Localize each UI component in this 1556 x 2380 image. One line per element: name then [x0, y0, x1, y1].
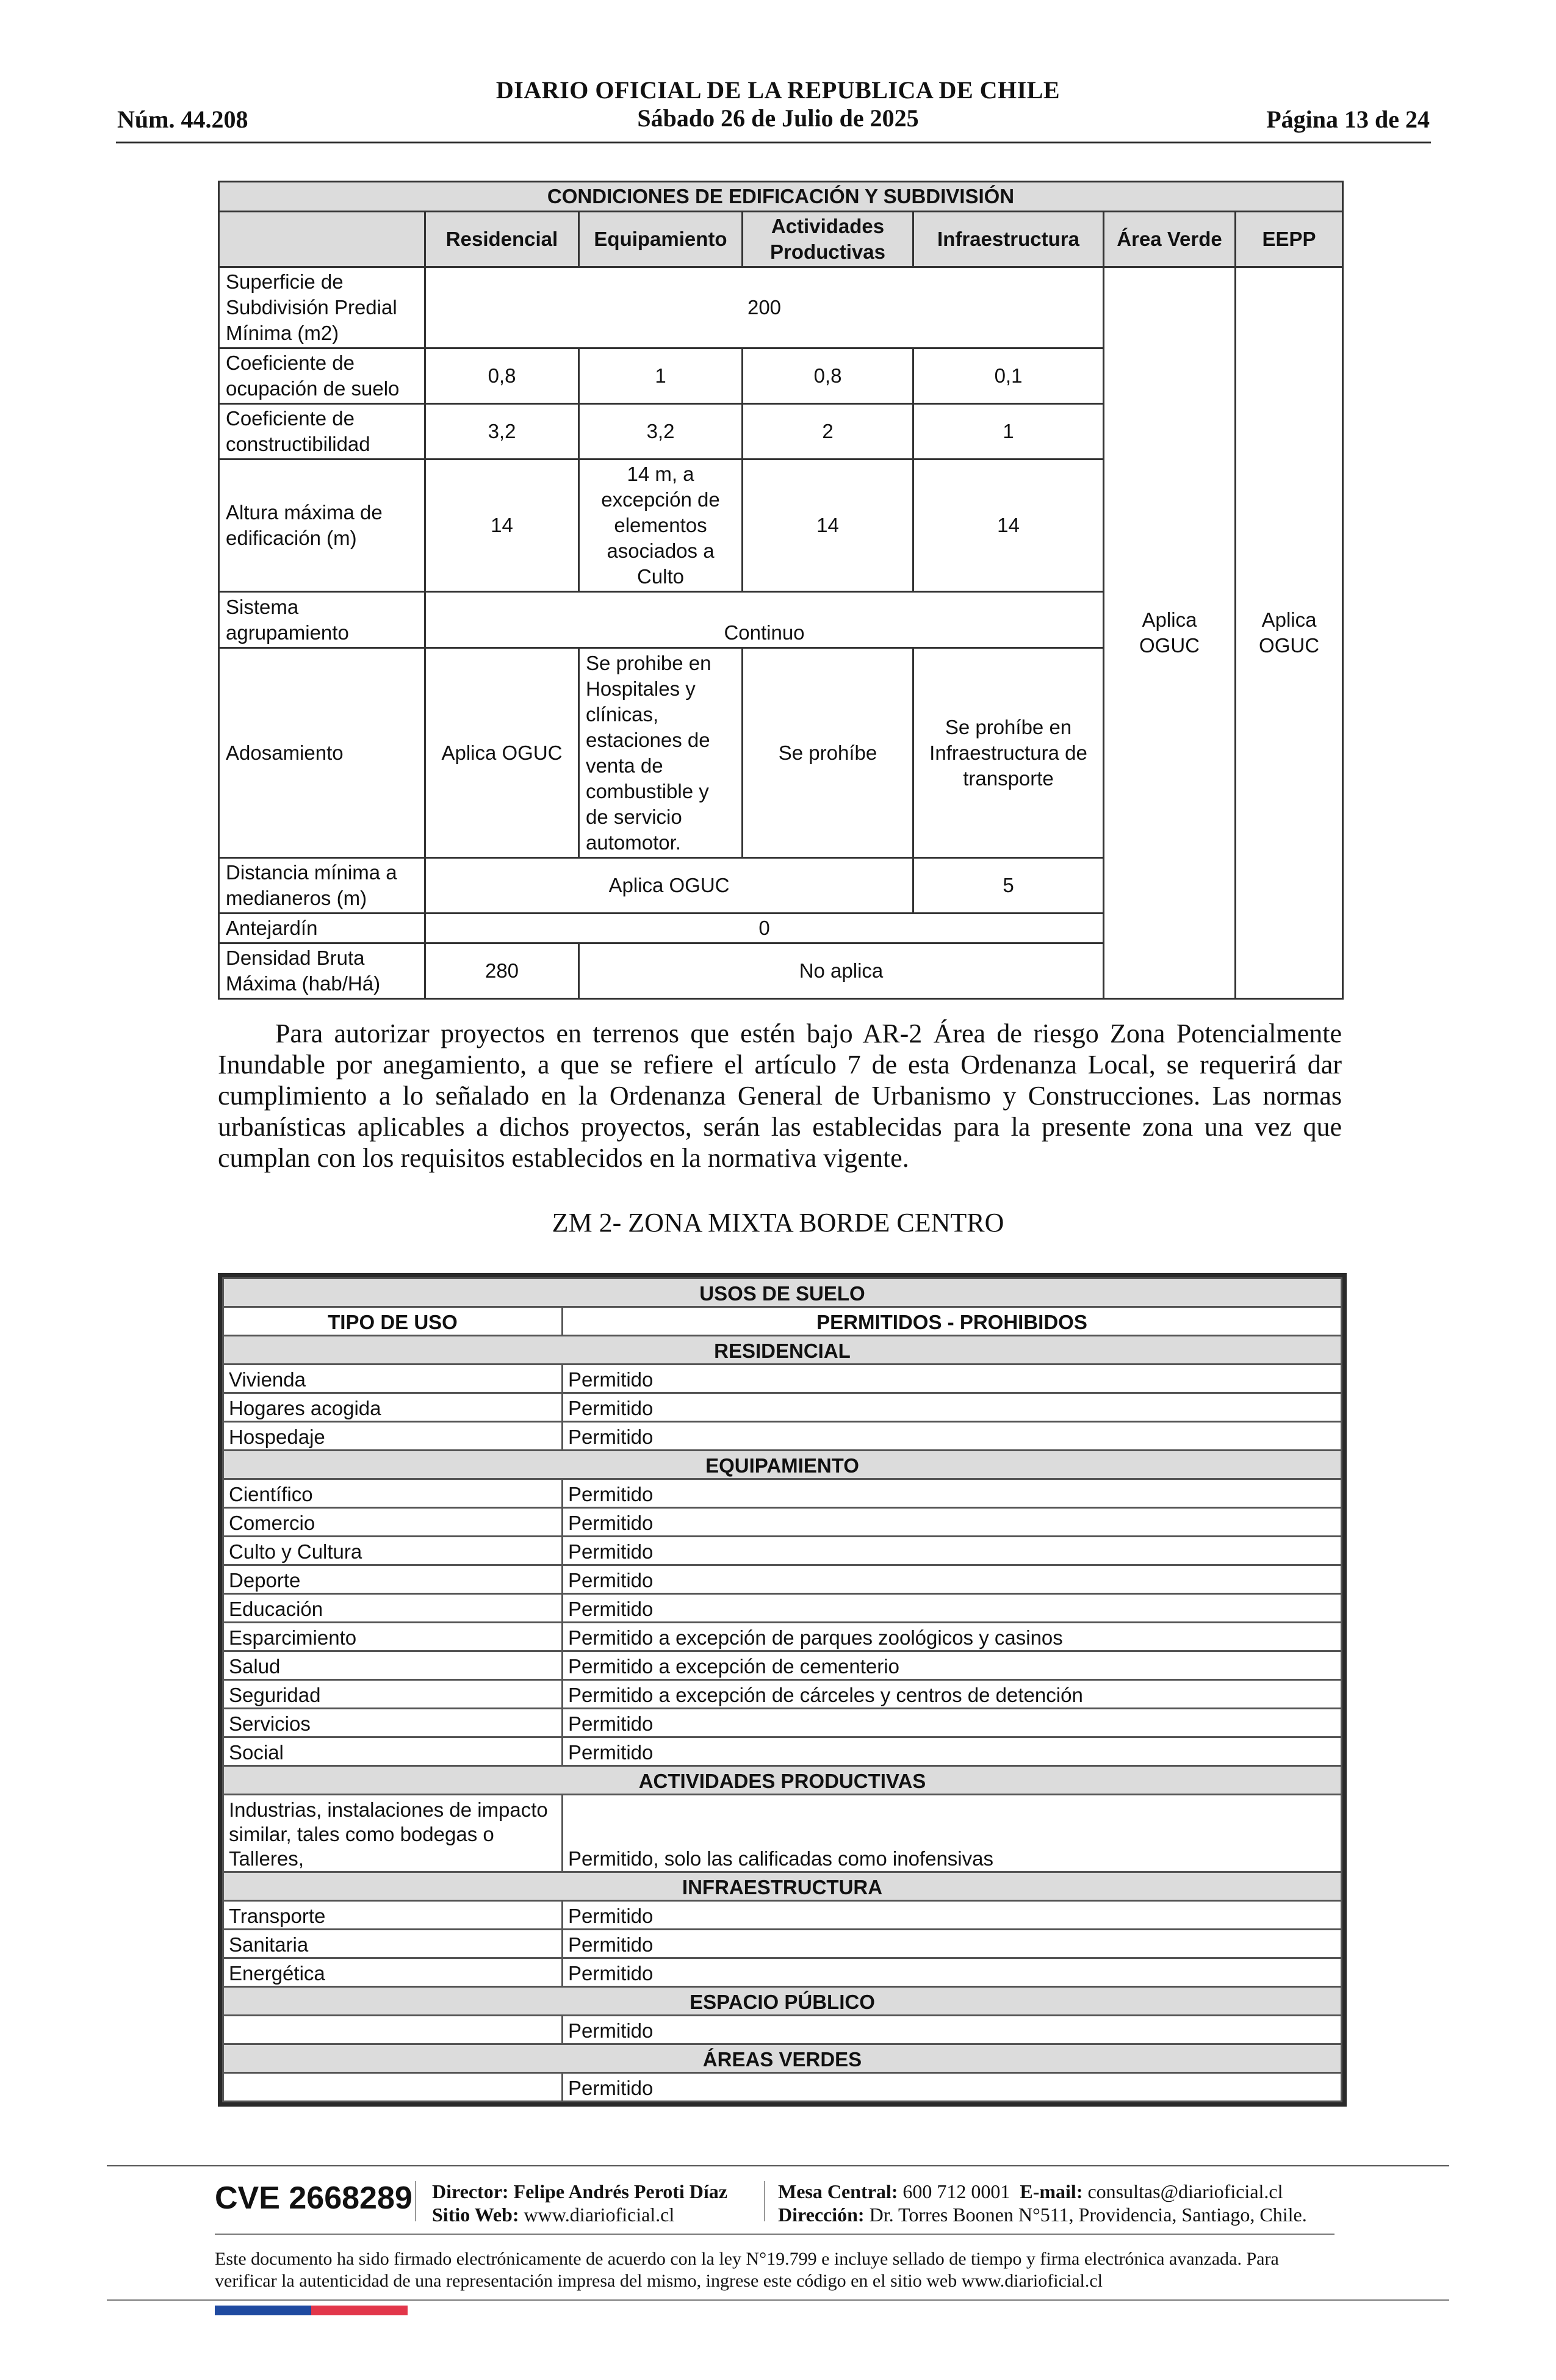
- mesa-label: Mesa Central:: [778, 2180, 898, 2202]
- web-link[interactable]: www.diarioficial.cl: [524, 2204, 675, 2226]
- row-label-adosamiento: Adosamiento: [219, 648, 425, 858]
- land-use-table: [222, 1277, 1342, 2102]
- table-row: [223, 1393, 1342, 1422]
- use-status: Permitido: [563, 1365, 1342, 1393]
- row-label-distancia: Distancia mínima a medianeros (m): [219, 858, 425, 914]
- use-type: Hogares acogida: [223, 1393, 563, 1422]
- table-row: [223, 1795, 1342, 1872]
- table-row: [223, 2016, 1342, 2044]
- row-label-antejardin: Antejardín: [219, 914, 425, 943]
- use-type: Culto y Cultura: [223, 1537, 563, 1565]
- use-status: Permitido: [563, 1709, 1342, 1737]
- table-cell: 14: [425, 460, 579, 592]
- row-label-agrupamiento: Sistema agrupamiento: [219, 592, 425, 648]
- table-row: [223, 1365, 1342, 1393]
- flag-stripe-red: [311, 2306, 408, 2315]
- header-divider: [116, 142, 1431, 143]
- email-link[interactable]: consultas@diarioficial.cl: [1087, 2180, 1283, 2202]
- cve-code: CVE 2668289: [215, 2180, 412, 2216]
- building-conditions-table: [218, 181, 1344, 1000]
- section-residencial: RESIDENCIAL: [223, 1336, 1342, 1365]
- footer-separator: [415, 2181, 416, 2221]
- table-cell: 14: [743, 460, 913, 592]
- cell-superficie: 200: [425, 267, 1104, 348]
- newspaper-title: DIARIO OFICIAL DE LA REPUBLICA DE CHILE: [495, 76, 1061, 104]
- use-status: Permitido: [563, 1393, 1342, 1422]
- table-cell: 0,1: [913, 348, 1104, 404]
- table-cell: 3,2: [425, 404, 579, 460]
- table-row: [223, 1422, 1342, 1451]
- table-row: [223, 2073, 1342, 2102]
- cell-area-verde: Aplica OGUC: [1104, 267, 1236, 999]
- row-label-constructibilidad: Coeficiente de constructibilidad: [219, 404, 425, 460]
- col-area-verde: Área Verde: [1104, 212, 1236, 267]
- table-cell: 280: [425, 943, 579, 999]
- section-espacio-publico: ESPACIO PÚBLICO: [223, 1987, 1342, 2016]
- use-type: Transporte: [223, 1901, 563, 1930]
- use-status: Permitido: [563, 1958, 1342, 1987]
- table-row: [223, 1479, 1342, 1508]
- use-type: Esparcimiento: [223, 1623, 563, 1651]
- use-status: Permitido: [563, 1737, 1342, 1766]
- footer-divider: [107, 2299, 1449, 2301]
- flag-stripe-blue: [215, 2306, 311, 2315]
- direccion-value: Dr. Torres Boonen N°511, Providencia, Santiago, Chile.: [869, 2204, 1307, 2226]
- use-type: Comercio: [223, 1508, 563, 1537]
- col-permitidos: PERMITIDOS - PROHIBIDOS: [563, 1307, 1342, 1336]
- table-row: [223, 1680, 1342, 1709]
- use-type: Hospedaje: [223, 1422, 563, 1451]
- use-type: Salud: [223, 1651, 563, 1680]
- col-infraestructura: Infraestructura: [913, 212, 1104, 267]
- cell-antejardin: 0: [425, 914, 1104, 943]
- page-number: Página 13 de 24: [1266, 106, 1430, 133]
- use-type: Sanitaria: [223, 1930, 563, 1958]
- legal-notice: Este documento ha sido firmado electrónicamente de acuerdo con la ley N°19.799 e incluye sellado de tiempo y firma electrónica avanzada. Para verificar la autenticidad de una representación impresa del mismo, ingrese este código en el sitio web www.diarioficial.cl: [215, 2249, 1279, 2291]
- table-cell: 5: [913, 858, 1104, 914]
- section-actividades: ACTIVIDADES PRODUCTIVAS: [223, 1766, 1342, 1795]
- section-equipamiento: EQUIPAMIENTO: [223, 1451, 1342, 1479]
- table2-title: USOS DE SUELO: [223, 1278, 1342, 1307]
- use-status: Permitido, solo las calificadas como inofensivas: [563, 1795, 1342, 1872]
- col-residencial: Residencial: [425, 212, 579, 267]
- table-row: [223, 1958, 1342, 1987]
- table1-title: CONDICIONES DE EDIFICACIÓN Y SUBDIVISIÓN: [219, 182, 1343, 212]
- cell-agrupamiento: Continuo: [425, 592, 1104, 648]
- table-row: [223, 1623, 1342, 1651]
- table-cell: Se prohibe en Hospitales y clínicas, estaciones de venta de combustible y de servicio automotor.: [579, 648, 743, 858]
- table-row: [223, 1594, 1342, 1623]
- use-status: Permitido: [563, 1479, 1342, 1508]
- use-type: Social: [223, 1737, 563, 1766]
- use-type: Industrias, instalaciones de impacto similar, tales como bodegas o Talleres,: [223, 1795, 563, 1872]
- table-cell: 14 m, a excepción de elementos asociados a Culto: [579, 460, 743, 592]
- table-cell: 0,8: [743, 348, 913, 404]
- col-eepp: EEPP: [1236, 212, 1343, 267]
- use-type: [223, 2073, 563, 2102]
- use-status: Permitido: [563, 1901, 1342, 1930]
- table-row: [223, 1737, 1342, 1766]
- row-label-altura: Altura máxima de edificación (m): [219, 460, 425, 592]
- use-status: Permitido: [563, 1537, 1342, 1565]
- use-type: Vivienda: [223, 1365, 563, 1393]
- table-row: [223, 1930, 1342, 1958]
- issue-date: Sábado 26 de Julio de 2025: [637, 104, 919, 132]
- issue-number: Núm. 44.208: [117, 106, 248, 133]
- table-row: [223, 1537, 1342, 1565]
- use-status: Permitido a excepción de cárceles y centros de detención: [563, 1680, 1342, 1709]
- table-row: [223, 1565, 1342, 1594]
- cell-eepp: Aplica OGUC: [1236, 267, 1343, 999]
- zone-title: ZM 2- ZONA MIXTA BORDE CENTRO: [552, 1208, 1004, 1238]
- table-row: [223, 1901, 1342, 1930]
- use-status: Permitido: [563, 1930, 1342, 1958]
- use-type: Científico: [223, 1479, 563, 1508]
- table-row: [223, 1508, 1342, 1537]
- section-areas-verdes: ÁREAS VERDES: [223, 2044, 1342, 2073]
- table-cell: 14: [913, 460, 1104, 592]
- table-cell: Se prohíbe en Infraestructura de transporte: [913, 648, 1104, 858]
- section-infraestructura: INFRAESTRUCTURA: [223, 1872, 1342, 1901]
- use-type: Deporte: [223, 1565, 563, 1594]
- table-cell: 1: [913, 404, 1104, 460]
- body-paragraph: Para autorizar proyectos en terrenos que estén bajo AR-2 Área de riesgo Zona Potencialmente Inundable por anegamiento, a que se refiere el artículo 7 de esta Ordenanza Local, se requerirá dar cumplimiento a lo señalado en la Ordenanza General de Urbanismo y Construcciones. Las normas urbanísticas aplicables a dichos proyectos, serán las establecidas para la presente zona una vez que cumplan con los requisitos establecidos en la normativa vigente.: [218, 1019, 1342, 1173]
- land-use-table-frame: [218, 1273, 1347, 2107]
- table1-corner: [219, 212, 425, 267]
- use-type: Energética: [223, 1958, 563, 1987]
- email-label: E-mail:: [1020, 2180, 1083, 2202]
- row-label-densidad: Densidad Bruta Máxima (hab/Há): [219, 943, 425, 999]
- footer-contact-block: [778, 2180, 1307, 2226]
- col-tipo-uso: TIPO DE USO: [223, 1307, 563, 1336]
- table-cell: Se prohíbe: [743, 648, 913, 858]
- table-cell: 1: [579, 348, 743, 404]
- footer-director-block: [432, 2180, 727, 2226]
- use-status: Permitido: [563, 2016, 1342, 2044]
- footer-divider: [107, 2165, 1449, 2166]
- col-actividades: Actividades Productivas: [743, 212, 913, 267]
- table-cell: Aplica OGUC: [425, 858, 913, 914]
- use-status: Permitido: [563, 1594, 1342, 1623]
- col-equipamiento: Equipamiento: [579, 212, 743, 267]
- table-cell: No aplica: [579, 943, 1104, 999]
- use-type: Servicios: [223, 1709, 563, 1737]
- table-cell: 3,2: [579, 404, 743, 460]
- table-row: [223, 1709, 1342, 1737]
- use-type: [223, 2016, 563, 2044]
- use-status: Permitido a excepción de parques zoológicos y casinos: [563, 1623, 1342, 1651]
- row-label-ocupacion: Coeficiente de ocupación de suelo: [219, 348, 425, 404]
- director-label: Director:: [432, 2180, 509, 2202]
- footer-divider: [215, 2234, 1334, 2235]
- web-label: Sitio Web:: [432, 2204, 519, 2226]
- row-label-superficie: Superficie de Subdivisión Predial Mínima (m2): [219, 267, 425, 348]
- use-status: Permitido: [563, 1422, 1342, 1451]
- mesa-phone: 600 712 0001: [902, 2180, 1010, 2202]
- use-type: Seguridad: [223, 1680, 563, 1709]
- use-status: Permitido: [563, 1565, 1342, 1594]
- table-cell: Aplica OGUC: [425, 648, 579, 858]
- table-cell: 2: [743, 404, 913, 460]
- use-status: Permitido: [563, 1508, 1342, 1537]
- footer-separator: [764, 2181, 765, 2221]
- use-type: Educación: [223, 1594, 563, 1623]
- direccion-label: Dirección:: [778, 2204, 865, 2226]
- director-name: Felipe Andrés Peroti Díaz: [513, 2180, 727, 2202]
- use-status: Permitido a excepción de cementerio: [563, 1651, 1342, 1680]
- table-row: [223, 1651, 1342, 1680]
- use-status: Permitido: [563, 2073, 1342, 2102]
- table-cell: 0,8: [425, 348, 579, 404]
